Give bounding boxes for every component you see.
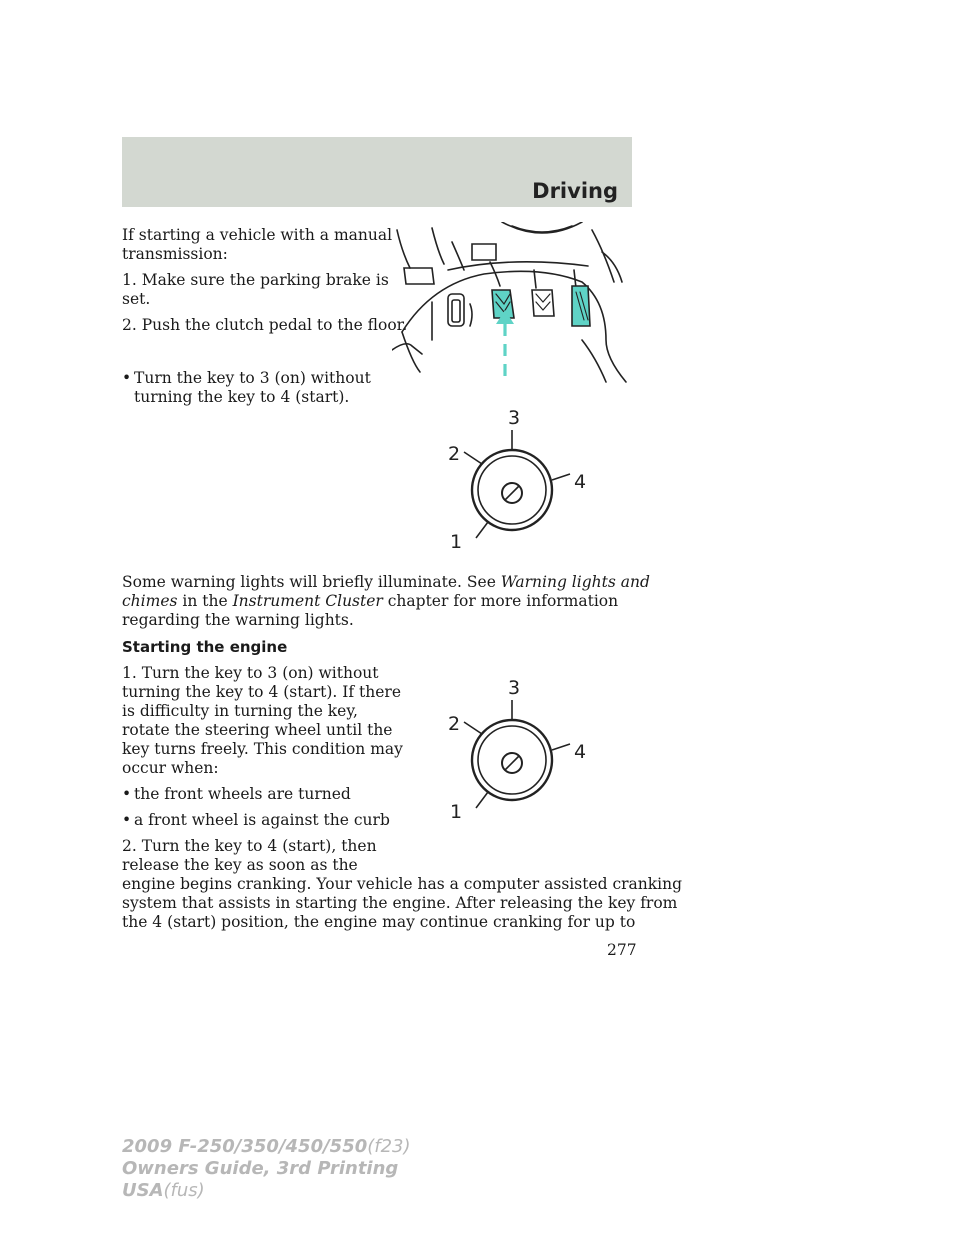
bullet-dot: •	[122, 811, 132, 829]
starting-step-2-line: system that assists in starting the engine. After releasing the key from	[122, 894, 678, 912]
warning-paragraph-line-2	[122, 592, 618, 612]
starting-step-1-line: key turns freely. This condition may	[122, 740, 403, 758]
starting-step-1-line: is difficulty in turning the key,	[122, 702, 358, 720]
warning-paragraph-line-3: regarding the warning lights.	[122, 611, 354, 629]
footer-model: 2009 F-250/350/450/550	[122, 1136, 368, 1157]
starting-step-2-line: 2. Turn the key to 4 (start), then	[122, 837, 377, 855]
bullet-turn-key-line-1: Turn the key to 3 (on) without	[134, 369, 371, 387]
warning-paragraph-line-1	[122, 573, 650, 593]
footer-line-model	[122, 1136, 411, 1158]
section-heading-starting-engine: Starting the engine	[122, 638, 288, 656]
starting-step-2-line: engine begins cranking. Your vehicle has a computer assisted cranking	[122, 875, 683, 893]
footer-market: USA	[122, 1180, 164, 1201]
starting-step-1-line: turning the key to 4 (start). If there	[122, 683, 401, 701]
starting-step-2-line: the 4 (start) position, the engine may continue cranking for up to	[122, 913, 636, 931]
position-label-3: 3	[508, 407, 521, 429]
footer-print-info	[122, 1136, 411, 1202]
position-label-2: 2	[448, 713, 461, 735]
starting-step-2-line: release the key as soon as the	[122, 856, 358, 874]
footer-market-code: (fus)	[163, 1180, 205, 1201]
bullet-turn-key	[122, 369, 382, 409]
ignition-switch-diagram-2	[420, 668, 610, 828]
list-item-text: a front wheel is against the curb	[134, 811, 390, 829]
intro-line-1: If starting a vehicle with a manual	[122, 226, 393, 244]
starting-step-1-line: 1. Turn the key to 3 (on) without	[122, 664, 379, 682]
footer-guide: Owners Guide, 3rd Printing	[122, 1158, 399, 1179]
bullet-dot: •	[122, 369, 132, 387]
footer-line-market	[122, 1180, 411, 1202]
list-item	[122, 811, 402, 831]
position-label-1: 1	[450, 531, 463, 553]
footer-model-code: (f23)	[367, 1136, 411, 1157]
warning-lights-link-text-1: Warning lights and	[500, 573, 650, 591]
starting-step-1-line: occur when:	[122, 759, 219, 777]
list-item	[122, 785, 402, 805]
step-2: 2. Push the clutch pedal to the floor.	[122, 316, 408, 334]
list-item-text: the front wheels are turned	[134, 785, 351, 803]
warning-lights-link-text-2: chimes	[122, 592, 178, 610]
page-number: 277	[607, 941, 637, 959]
position-label-1: 1	[450, 801, 463, 823]
bullet-turn-key-line-2: turning the key to 4 (start).	[134, 388, 350, 406]
intro-line-2: transmission:	[122, 245, 228, 263]
position-label-4: 4	[574, 741, 587, 763]
step-1-line-2: set.	[122, 290, 151, 308]
position-label-3: 3	[508, 677, 521, 699]
position-label-4: 4	[574, 471, 587, 493]
position-label-2: 2	[448, 443, 461, 465]
bullet-dot: •	[122, 785, 132, 803]
section-title: Driving	[532, 179, 618, 203]
warning-text-3: chapter for more information	[382, 592, 619, 610]
warning-text-2: in the	[177, 592, 233, 610]
warning-text-1: Some warning lights will briefly illuminate. See	[122, 573, 501, 591]
step-1-line-1: 1. Make sure the parking brake is	[122, 271, 389, 289]
instrument-cluster-link-text: Instrument Cluster	[232, 592, 383, 610]
ignition-switch-diagram-1	[420, 398, 610, 558]
starting-step-1-line: rotate the steering wheel until the	[122, 721, 393, 739]
pedal-illustration	[392, 222, 632, 388]
section-header-band	[122, 137, 632, 207]
